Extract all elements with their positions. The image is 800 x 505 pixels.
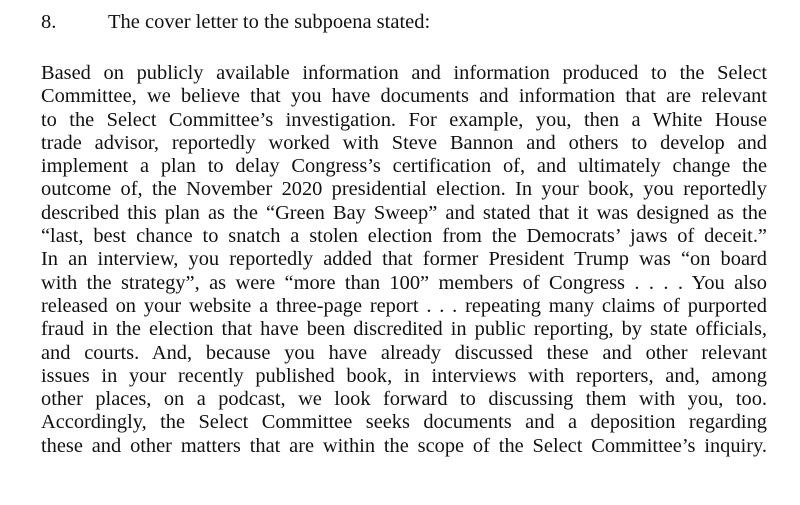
quote-line: outcome of, the November 2020 presidential election. In your book, you reportedly (41, 178, 767, 201)
quote-line: issues in your recently published book, in interviews with reporters, and, among (41, 364, 767, 387)
paragraph-number: 8. (41, 11, 57, 33)
quote-line: these and other matters that are within the scope of the Select Committee’s inquiry. (41, 434, 767, 457)
quote-line: with the strategy”, as were “more than 100” members of Congress . . . . You also (41, 271, 767, 294)
quote-line: Based on publicly available information and information produced to the Select (41, 62, 767, 84)
quote-line: released on your website a three-page report . . . repeating many claims of purported (41, 294, 767, 317)
quote-line: “last, best chance to snatch a stolen election from the Democrats’ jaws of deceit.” (41, 225, 767, 248)
block-quote (41, 62, 767, 458)
quote-line: described this plan as the “Green Bay Sweep” and stated that it was designed as the (41, 201, 767, 224)
quote-line: trade advisor, reportedly worked with Steve Bannon and others to develop and (41, 131, 767, 154)
quote-line: Committee, we believe that you have documents and information that are relevant (41, 85, 767, 108)
quote-line: to the Select Committee’s investigation. For example, you, then a White House (41, 108, 767, 131)
quote-line: implement a plan to delay Congress’s certification of, and ultimately change the (41, 155, 767, 178)
quote-line: and courts. And, because you have already discussed these and other relevant (41, 341, 767, 364)
paragraph-heading (41, 8, 430, 36)
quote-line: Accordingly, the Select Committee seeks documents and a deposition regarding (41, 411, 767, 434)
quote-line: fraud in the election that have been discredited in public reporting, by state officials, (41, 318, 767, 341)
paragraph-heading-text: The cover letter to the subpoena stated: (108, 11, 431, 33)
quote-line: other places, on a podcast, we look forward to discussing them with you, too. (41, 388, 767, 411)
quote-line: In an interview, you reportedly added that former President Trump was “on board (41, 248, 767, 271)
